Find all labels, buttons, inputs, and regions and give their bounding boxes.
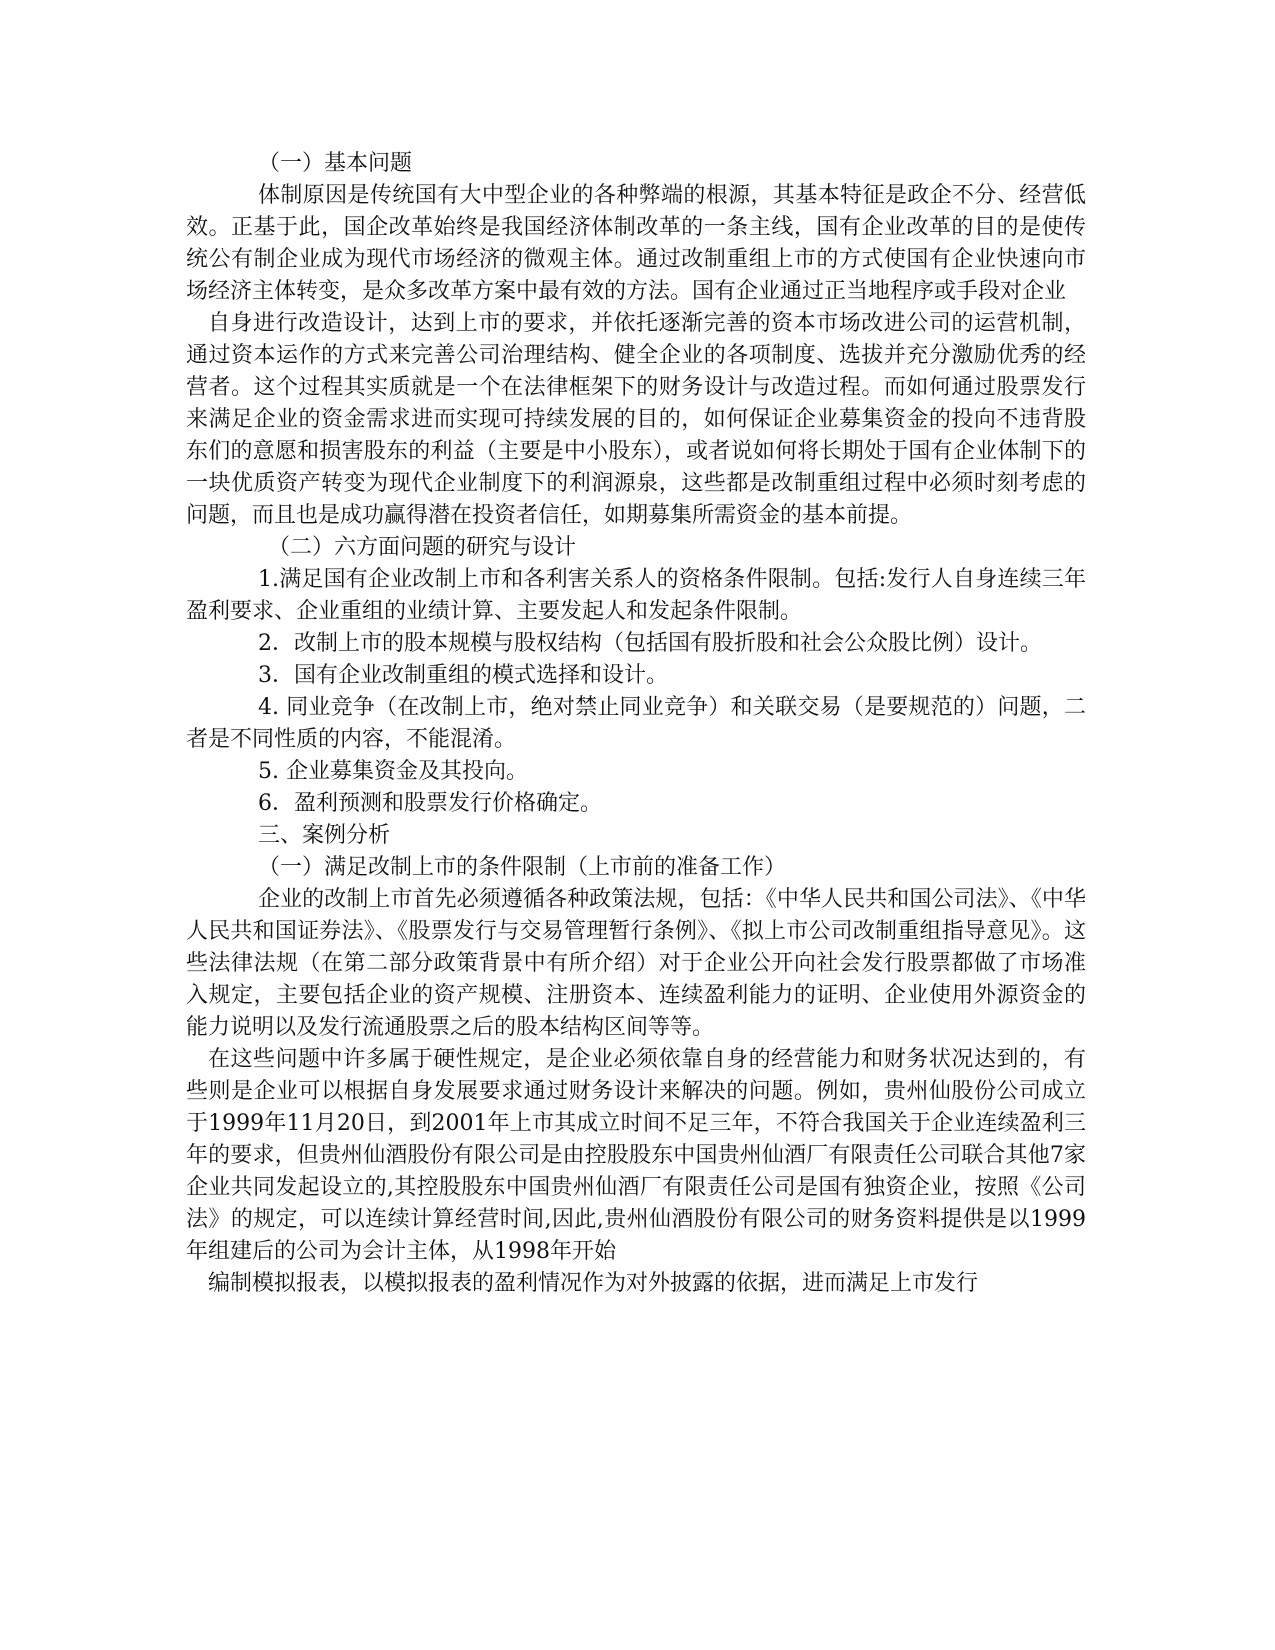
list-item: 1.满足国有企业改制上市和各利害关系人的资格条件限制。包括:发行人自身连续三年盈利要求、企业重组的业绩计算、主要发起人和发起条件限制。 — [186, 567, 1086, 624]
document-body — [186, 148, 1086, 1300]
list-item: 6．盈利预测和股票发行价格确定。 — [258, 791, 602, 816]
section-heading-case-analysis: 三、案例分析 — [258, 823, 391, 848]
subsection-heading: （一）满足改制上市的条件限制（上市前的准备工作） — [258, 855, 787, 880]
section-heading-basic-issues: （一）基本问题 — [258, 151, 413, 176]
section-heading-six-issues: （二）六方面问题的研究与设计 — [268, 535, 577, 560]
list-item: 4. 同业竞争（在改制上市，绝对禁止同业竞争）和关联交易（是要规范的）问题，二者是不同性质的内容，不能混淆。 — [186, 695, 1086, 752]
list-item: 2．改制上市的股本规模与股权结构（包括国有股折股和社会公众股比例）设计。 — [258, 631, 1042, 656]
paragraph: 编制模拟报表，以模拟报表的盈利情况作为对外披露的依据，进而满足上市发行 — [208, 1271, 979, 1296]
list-item: 5. 企业募集资金及其投向。 — [258, 759, 528, 784]
paragraph: 在这些问题中许多属于硬性规定，是企业必须依靠自身的经营能力和财务状况达到的，有些则是企业可以根据自身发展要求通过财务设计来解决的问题。例如，贵州仙股份公司成立于1999年11月20日，到2001年上市其成立时间不足三年，不符合我国关于企业连续盈利三年的要求，但贵州仙酒股份有限公司是由控股股东中国贵州仙酒厂有限责任公司联合其他7家企业共同发起设立的,其控股股东中国贵州仙酒厂有限责任公司是国有独资企业，按照《公司法》的规定，可以连续计算经营时间,因此,贵州仙酒股份有限公司的财务资料提供是以1999年组建后的公司为会计主体，从1998年开始 — [186, 1047, 1086, 1264]
paragraph: 企业的改制上市首先必须遵循各种政策法规，包括：《中华人民共和国公司法》、《中华人民共和国证券法》、《股票发行与交易管理暂行条例》、《拟上市公司改制重组指导意见》。这些法律法规（在第二部分政策背景中有所介绍）对于企业公开向社会发行股票都做了市场准入规定，主要包括企业的资产规模、注册资本、连续盈利能力的证明、企业使用外源资金的能力说明以及发行流通股票之后的股本结构区间等等。 — [186, 887, 1086, 1040]
paragraph: 体制原因是传统国有大中型企业的各种弊端的根源，其基本特征是政企不分、经营低效。正基于此，国企改革始终是我国经济体制改革的一条主线，国有企业改革的目的是使传统公有制企业成为现代市场经济的微观主体。通过改制重组上市的方式使国有企业快速向市场经济主体转变，是众多改革方案中最有效的方法。国有企业通过正当地程序或手段对企业 — [186, 183, 1086, 304]
list-item: 3．国有企业改制重组的模式选择和设计。 — [258, 663, 668, 688]
paragraph: 自身进行改造设计，达到上市的要求，并依托逐渐完善的资本市场改进公司的运营机制，通过资本运作的方式来完善公司治理结构、健全企业的各项制度、选拔并充分激励优秀的经营者。这个过程其实质就是一个在法律框架下的财务设计与改造过程。而如何通过股票发行来满足企业的资金需求进而实现可持续发展的目的，如何保证企业募集资金的投向不违背股东们的意愿和损害股东的利益（主要是中小股东），或者说如何将长期处于国有企业体制下的一块优质资产转变为现代企业制度下的利润源泉，这些都是改制重组过程中必须时刻考虑的问题，而且也是成功赢得潜在投资者信任，如期募集所需资金的基本前提。 — [186, 311, 1086, 528]
